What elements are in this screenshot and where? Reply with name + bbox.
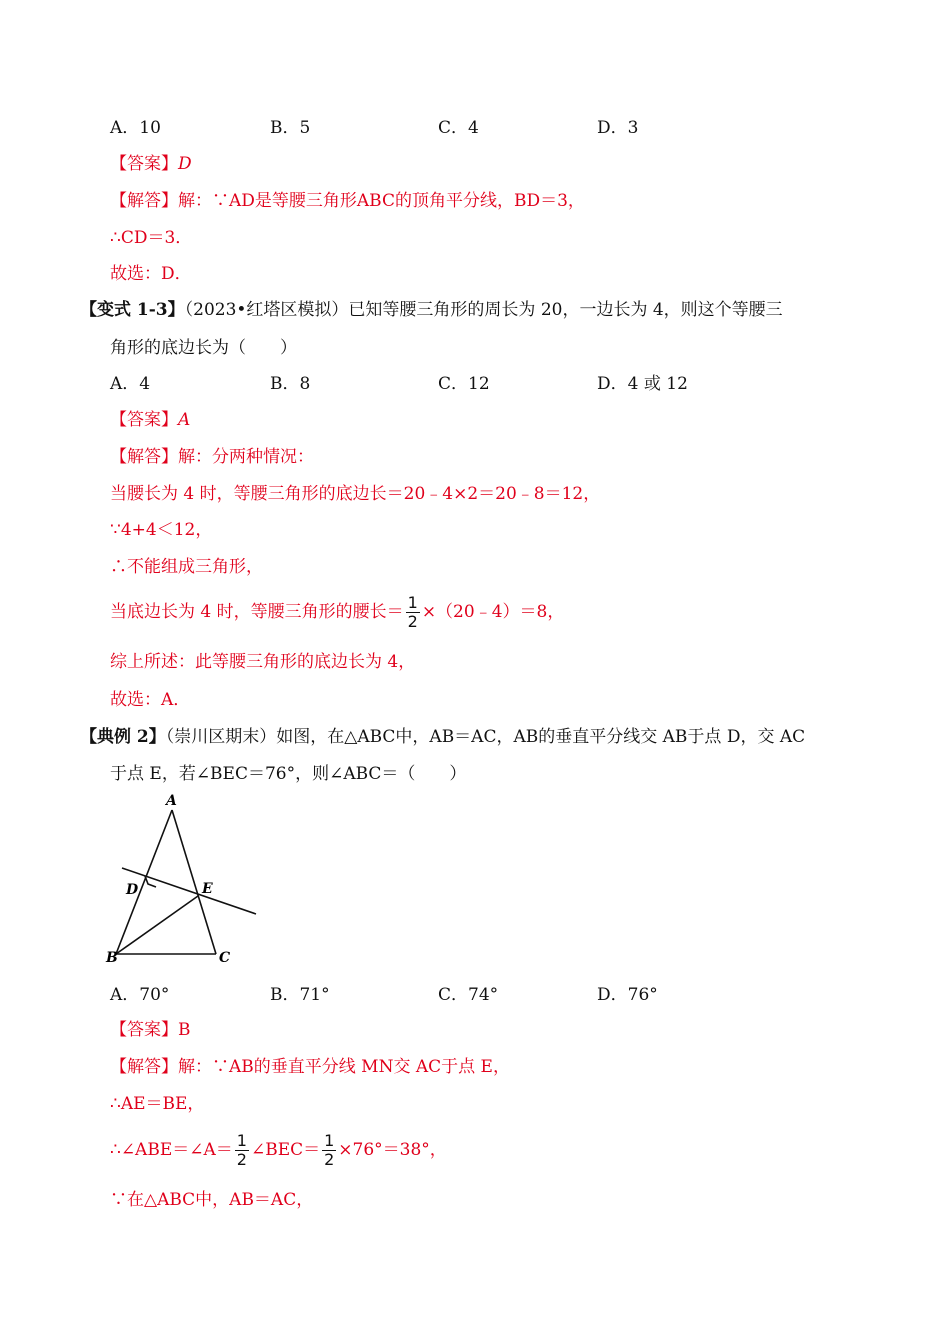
option-d: D．76° — [597, 985, 658, 1005]
answer-line — [110, 1018, 191, 1042]
question-tag: 【变式 1-3】 — [80, 300, 185, 320]
solution-line — [110, 445, 314, 469]
solution-line-fraction — [110, 592, 564, 632]
solution-label: 【解答】 — [110, 191, 178, 211]
label-e: E — [202, 881, 213, 897]
solution-text: ×76°＝38°， — [338, 1140, 447, 1160]
solution-line: ∴不能组成三角形， — [110, 557, 263, 577]
triangle-figure — [100, 790, 270, 970]
option-a: A．4 — [110, 374, 151, 394]
question-line — [80, 725, 805, 749]
question-line: 角形的底边长为（ ） — [110, 338, 297, 358]
option-b: B．71° — [270, 985, 330, 1005]
question-tag: 【典例 2】 — [80, 727, 166, 747]
answer-line — [110, 408, 190, 432]
option-b: B．8 — [270, 374, 311, 394]
solution-text: 解：分两种情况： — [178, 447, 314, 467]
solution-text: ∴∠ABE＝∠A＝ — [110, 1140, 233, 1160]
question-text: （崇川区期末）如图，在△ABC中，AB＝AC，AB的垂直平分线交 AB于点 D，交 AC — [165, 727, 806, 747]
fraction-numerator: 1 — [324, 1131, 335, 1150]
answer-value: D — [178, 154, 192, 174]
option-a: A．10 — [110, 118, 161, 138]
solution-line: ∴AE＝BE， — [110, 1094, 205, 1114]
solution-line: 综上所述：此等腰三角形的底边长为 4， — [110, 652, 416, 672]
question-line: 于点 E，若∠BEC＝76°，则∠ABC＝（ ） — [110, 764, 467, 784]
solution-line — [110, 189, 585, 213]
solution-line: 故选：A． — [110, 690, 191, 710]
solution-text: ×（20﹣4）＝8， — [421, 602, 565, 622]
answer-label: 【答案】 — [110, 1020, 178, 1040]
answer-label: 【答案】 — [110, 410, 178, 430]
fraction-numerator: 1 — [407, 593, 418, 612]
option-d: D．3 — [597, 118, 639, 138]
solution-line: ∵4+4＜12， — [110, 520, 213, 540]
label-a: A — [166, 793, 177, 809]
answer-value: A — [178, 410, 191, 430]
solution-line: 故选：D． — [110, 264, 192, 284]
solution-label: 【解答】 — [110, 447, 178, 467]
fraction — [235, 1132, 249, 1169]
solution-line — [110, 1055, 510, 1079]
answer-line — [110, 152, 192, 176]
solution-line: ∴CD＝3． — [110, 228, 193, 248]
option-c: C．74° — [438, 985, 499, 1005]
fraction — [406, 594, 420, 631]
solution-line-fraction — [110, 1130, 447, 1170]
answer-label: 【答案】 — [110, 154, 178, 174]
option-b: B．5 — [270, 118, 311, 138]
label-c: C — [219, 950, 231, 966]
question-line — [80, 298, 783, 322]
fraction — [322, 1132, 336, 1169]
option-c: C．4 — [438, 118, 479, 138]
fraction-numerator: 1 — [236, 1131, 247, 1150]
solution-text: 当底边长为 4 时，等腰三角形的腰长＝ — [110, 602, 404, 622]
label-b: B — [106, 950, 118, 966]
solution-text: ∠BEC＝ — [250, 1140, 321, 1160]
question-text: （2023•红塔区模拟）已知等腰三角形的周长为 20，一边长为 4，则这个等腰三 — [184, 300, 783, 320]
solution-text: 解：∵AB的垂直平分线 MN交 AC于点 E， — [178, 1057, 510, 1077]
solution-line: 当腰长为 4 时，等腰三角形的底边长＝20﹣4×2＝20﹣8＝12， — [110, 484, 601, 504]
solution-line: ∵在△ABC中，AB＝AC， — [110, 1190, 314, 1210]
segment-be — [116, 896, 198, 954]
answer-value: B — [178, 1020, 191, 1040]
option-c: C．12 — [438, 374, 490, 394]
fraction-denominator: 2 — [324, 1150, 335, 1169]
option-a: A．70° — [110, 985, 170, 1005]
perpendicular-bisector — [122, 868, 256, 914]
solution-label: 【解答】 — [110, 1057, 178, 1077]
label-d: D — [126, 882, 139, 898]
fraction-denominator: 2 — [236, 1150, 247, 1169]
option-d: D．4 或 12 — [597, 374, 688, 394]
fraction-denominator: 2 — [407, 612, 418, 631]
solution-text: 解：∵AD是等腰三角形ABC的顶角平分线，BD＝3， — [178, 191, 585, 211]
